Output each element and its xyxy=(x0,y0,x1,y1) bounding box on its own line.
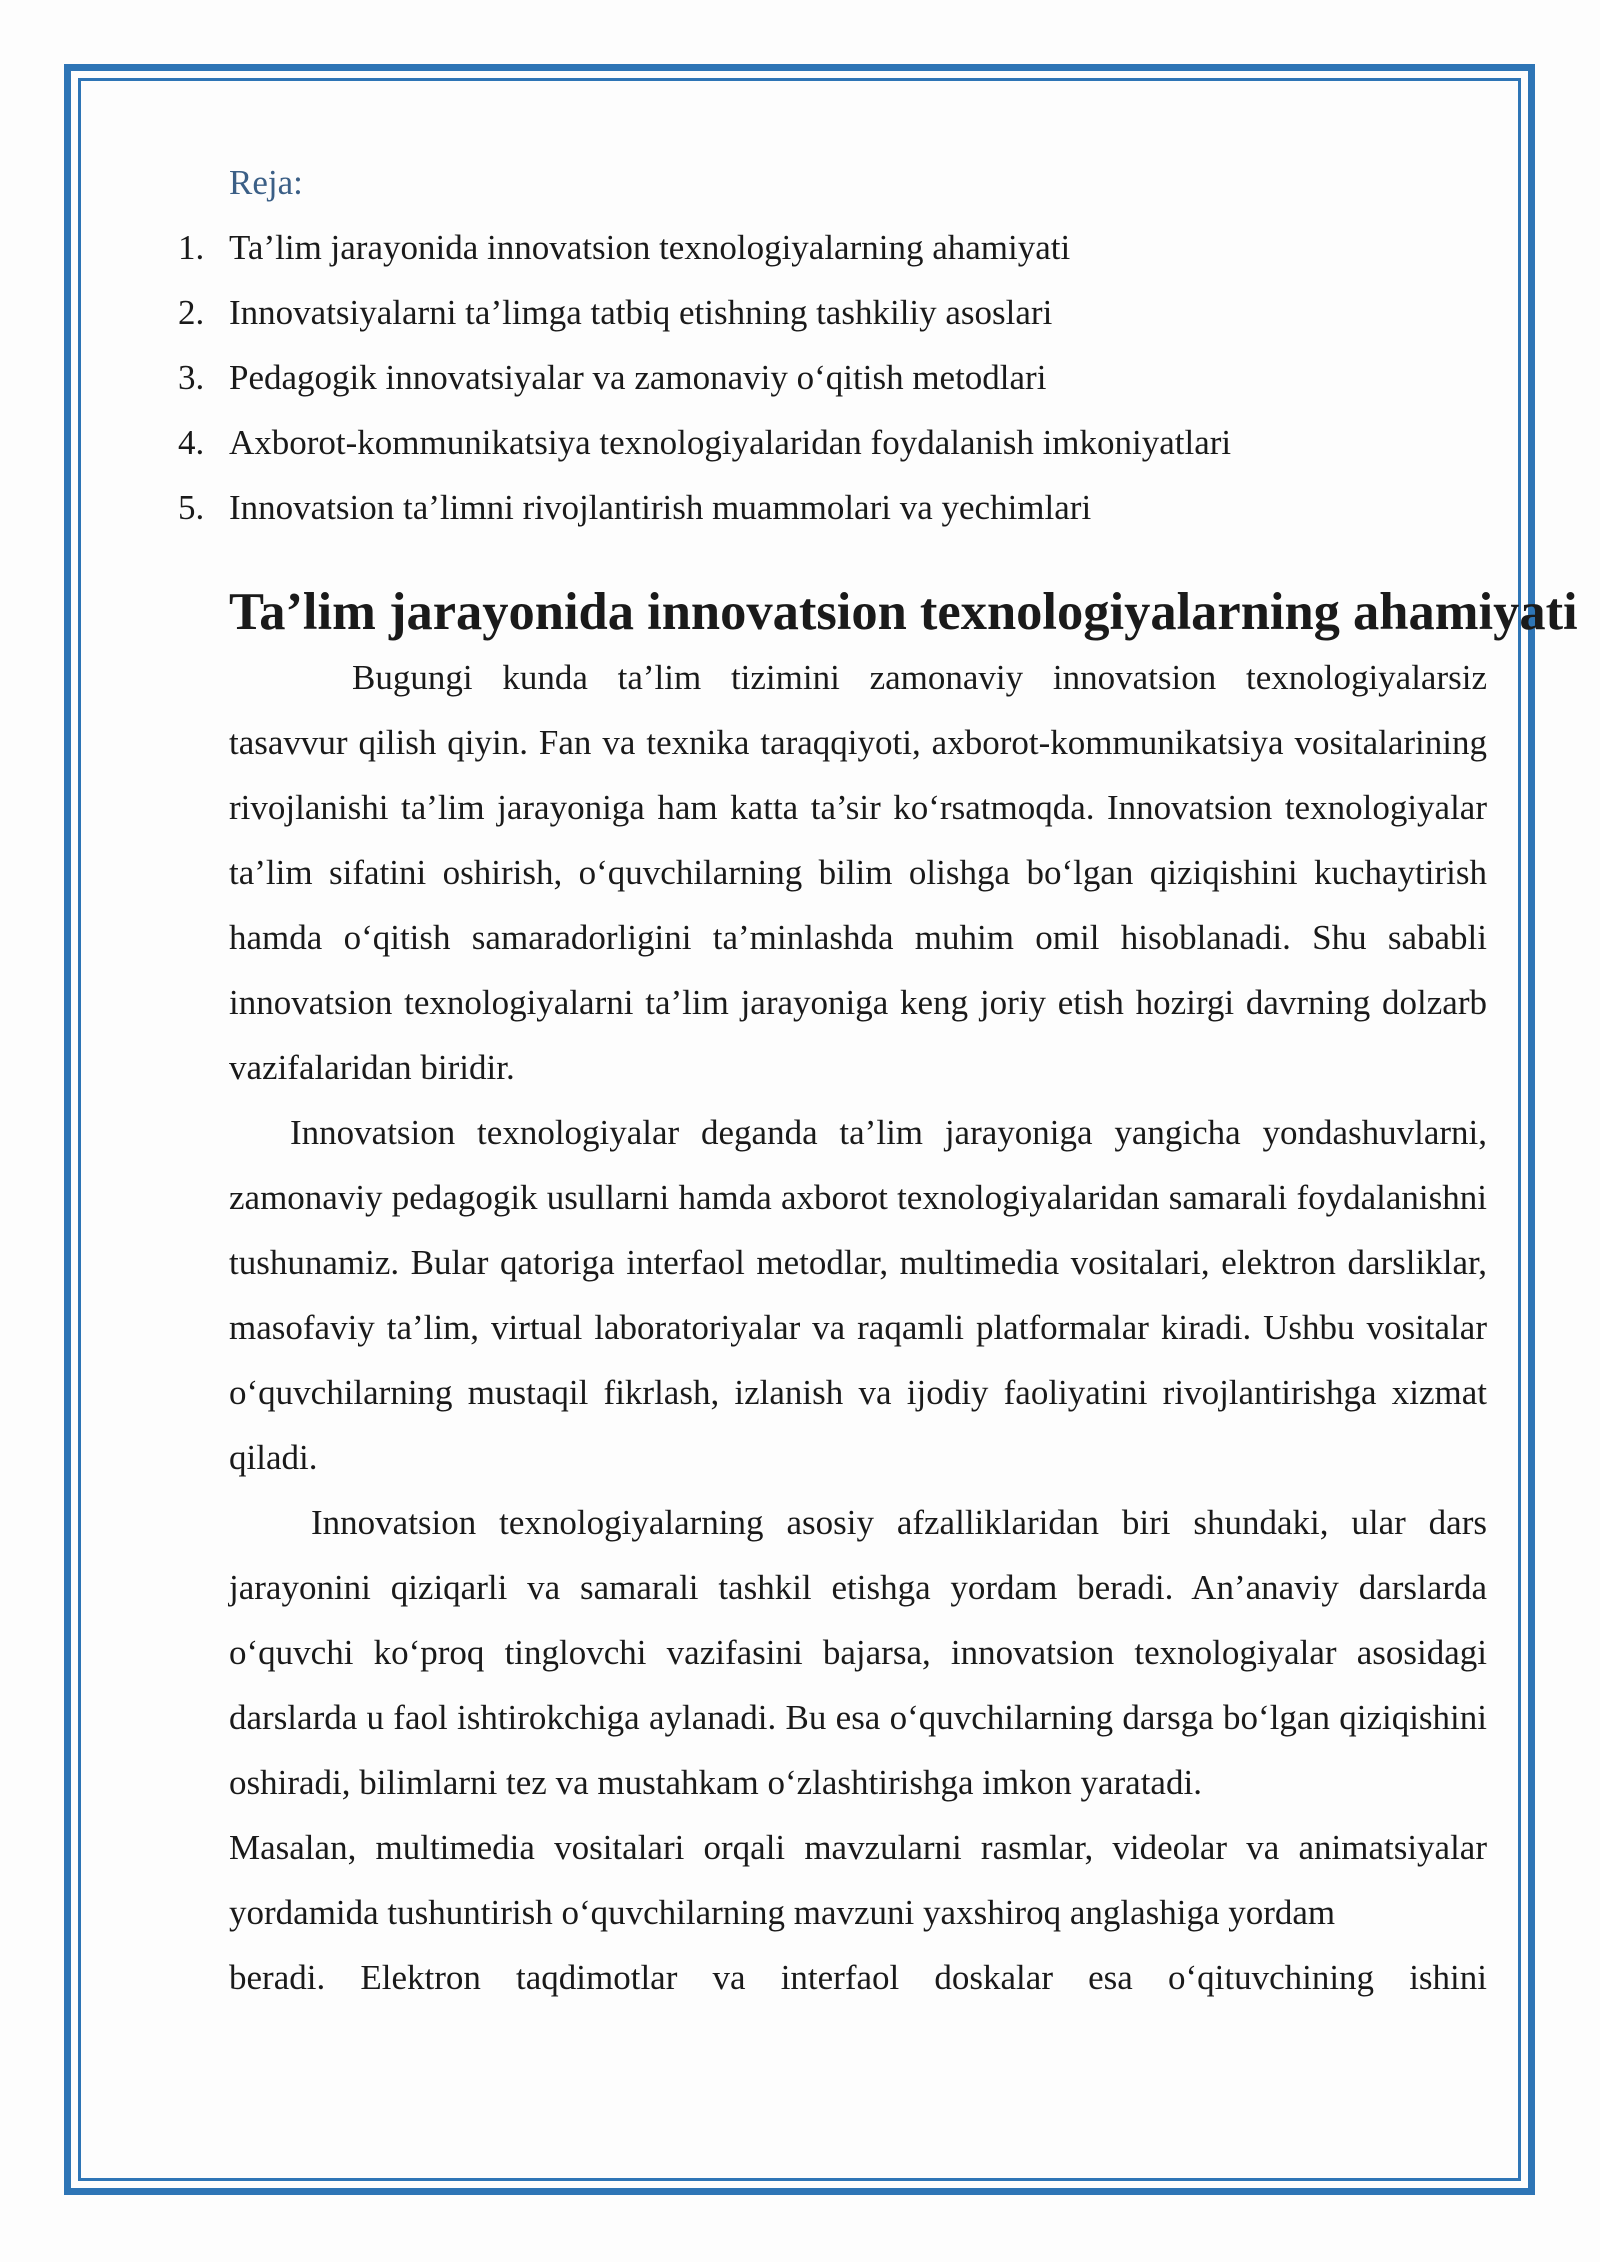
plan-item-text: Pedagogik innovatsiyalar va zamonaviy o‘qitish metodlari xyxy=(229,358,1047,397)
body-paragraph: Masalan, multimedia vositalari orqali mavzularni rasmlar, videolar va animatsiyalar yordamida tushuntirish o‘quvchilarning mavzuni yaxshiroq anglashiga yordam xyxy=(229,1828,1487,1932)
plan-item-number: 3. xyxy=(178,358,205,397)
plan-title: Reja: xyxy=(229,163,303,202)
body-paragraph: Innovatsion texnologiyalarning asosiy afzalliklaridan biri shundaki, ular dars jarayonini qiziqarli va samarali tashkil etishga yordam beradi. An’anaviy darslarda o‘quvchi ko‘proq tinglovchi vazifasini bajarsa, innovatsion texnologiyalar asosidagi darslarda u faol ishtirokchiga aylanadi. Bu esa o‘quvchilarning darsga bo‘lgan qiziqishini oshiradi, bilimlarni tez va mustahkam o‘zlashtirishga imkon yaratadi. xyxy=(229,1503,1487,1802)
plan-item-text: Ta’lim jarayonida innovatsion texnologiyalarning ahamiyati xyxy=(229,228,1071,267)
plan-item-number: 1. xyxy=(178,228,205,267)
plan-item-text: Innovatsion ta’limni rivojlantirish muammolari va yechimlari xyxy=(229,488,1092,527)
plan-item-text: Innovatsiyalarni ta’limga tatbiq etishning tashkiliy asoslari xyxy=(229,293,1053,332)
section-heading: Ta’lim jarayonida innovatsion texnologiyalarning ahamiyati xyxy=(229,583,1578,641)
plan-item-text: Axborot-kommunikatsiya texnologiyalaridan foydalanish imkoniyatlari xyxy=(229,423,1232,462)
plan-item-number: 5. xyxy=(178,488,205,527)
plan-item xyxy=(178,345,1487,410)
plan-item xyxy=(178,410,1487,475)
body-paragraph: Bugungi kunda ta’lim tizimini zamonaviy innovatsion texnologiyalarsiz tasavvur qilish qiyin. Fan va texnika taraqqiyoti, axborot-kommunikatsiya vositalarining rivojlanishi ta’lim jarayoniga ham katta ta’sir ko‘rsatmoqda. Innovatsion texnologiyalar ta’lim sifatini oshirish, o‘quvchilarning bilim olishga bo‘lgan qiziqishini kuchaytirish hamda o‘qitish samaradorligini ta’minlashda muhim omil hisoblanadi. Shu sababli innovatsion texnologiyalarni ta’lim jarayoniga keng joriy etish hozirgi davrning dolzarb vazifalaridan biridir. xyxy=(229,658,1487,1087)
plan-list xyxy=(178,215,1487,540)
plan-item-number: 4. xyxy=(178,423,205,462)
plan-item xyxy=(178,475,1487,540)
plan-item-number: 2. xyxy=(178,293,205,332)
body-paragraph: Innovatsion texnologiyalar deganda ta’lim jarayoniga yangicha yondashuvlarni, zamonaviy pedagogik usullarni hamda axborot texnologiyalaridan samarali foydalanishni tushunamiz. Bular qatoriga interfaol metodlar, multimedia vositalari, elektron darsliklar, masofaviy ta’lim, virtual laboratoriyalar va raqamli platformalar kiradi. Ushbu vositalar o‘quvchilarning mustaqil fikrlash, izlanish va ijodiy faoliyatini rivojlantirishga xizmat qiladi. xyxy=(229,1113,1487,1477)
plan-item xyxy=(178,280,1487,345)
body-paragraph: beradi. Elektron taqdimotlar va interfaol doskalar esa o‘qituvchining ishini xyxy=(229,1958,1487,1997)
plan-item xyxy=(178,215,1487,280)
document-body xyxy=(178,150,1578,2010)
